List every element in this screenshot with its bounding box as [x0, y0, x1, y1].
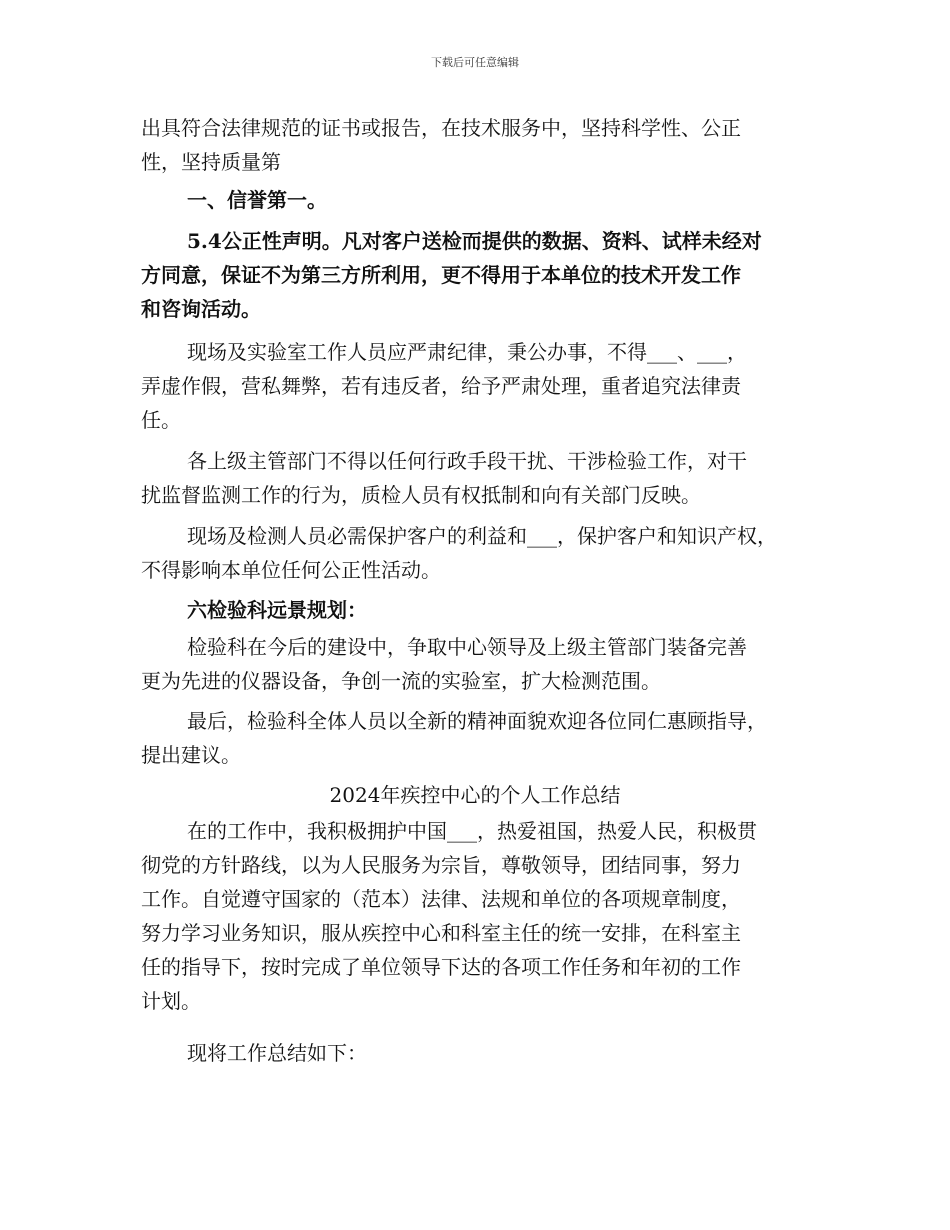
page-header: 下载后可任意编辑	[431, 56, 519, 69]
text-line: 更为先进的仪器设备，争创一流的实验室，扩大检测范围。	[141, 669, 661, 693]
text-line: 最后，检验科全体人员以全新的精神面貌欢迎各位同仁惠顾指导，	[187, 709, 767, 733]
text-line: 提出建议。	[141, 743, 241, 767]
text-line: 任的指导下，按时完成了单位领导下达的各项工作任务和年初的工作	[141, 955, 741, 979]
text-line: 不得影响本单位任何公正性活动。	[141, 558, 441, 582]
text-line: 彻党的方针路线，以为人民服务为宗旨，尊敬领导，团结同事，努力	[141, 853, 741, 877]
text-line: 在的工作中，我积极拥护中国___，热爱祖国，热爱人民，积极贯	[187, 819, 757, 843]
document-title: 2024年疾控中心的个人工作总结	[329, 783, 621, 807]
heading-vision-plan	[141, 593, 831, 627]
heading-reputation	[141, 183, 831, 217]
text-line: 扰监督监测工作的行为，质检人员有权抵制和向有关部门反映。	[141, 483, 701, 507]
paragraph-work-summary	[141, 814, 831, 1018]
paragraph-client-protection	[141, 519, 831, 587]
paragraph-impartiality-statement	[141, 224, 831, 326]
text-line: 性，坚持质量第	[141, 150, 281, 174]
text-line: 弄虚作假，营私舞弊，若有违反者，给予严肃处理，重者追究法律责	[141, 374, 741, 398]
text-line: 工作。自觉遵守国家的（范本）法律、法规和单位的各项规章制度，	[141, 887, 741, 911]
text-line: 和咨询活动。	[141, 297, 261, 321]
text-line: 5.4公正性声明。凡对客户送检而提供的数据、资料、试样未经对	[187, 229, 762, 253]
text-line: 出具符合法律规范的证书或报告，在技术服务中，坚持科学性、公正	[141, 116, 741, 140]
text-line: 方同意，保证不为第三方所利用，更不得用于本单位的技术开发工作	[141, 263, 741, 287]
text-line: 各上级主管部门不得以任何行政手段干扰、干涉检验工作，对干	[187, 449, 747, 473]
text-line: 检验科在今后的建设中，争取中心领导及上级主管部门装备完善	[187, 635, 747, 659]
text-line: 六检验科远景规划：	[187, 598, 367, 622]
text-line: 一、信誉第一。	[187, 188, 327, 212]
paragraph-standards	[141, 111, 831, 179]
text-line: 计划。	[141, 989, 201, 1013]
text-line: 现场及检测人员必需保护客户的利益和___，保护客户和知识产权，	[187, 524, 777, 548]
text-line: 任。	[141, 408, 181, 432]
text-line: 努力学习业务知识，服从疾控中心和科室主任的统一安排，在科室主	[141, 921, 741, 945]
text-line: 现场及实验室工作人员应严肃纪律，秉公办事，不得___、___，	[187, 340, 747, 364]
paragraph-discipline	[141, 335, 831, 437]
text-line: 现将工作总结如下：	[187, 1041, 367, 1065]
paragraph-summary-intro	[141, 1036, 831, 1070]
paragraph-vision	[141, 630, 831, 698]
paragraph-closing	[141, 704, 831, 772]
paragraph-no-interference	[141, 444, 831, 512]
